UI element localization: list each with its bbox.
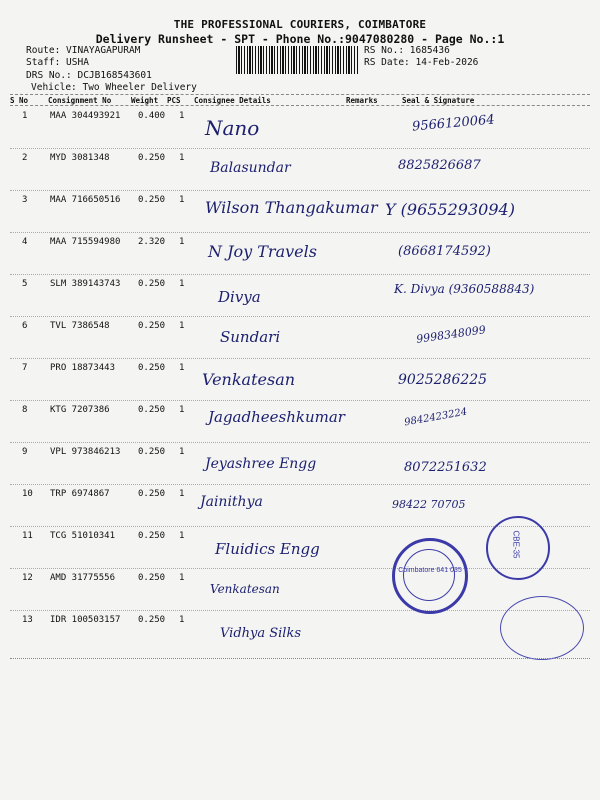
row-divider: [10, 484, 590, 485]
row-weight: 0.250: [138, 153, 166, 163]
row-consignment-no: MYD 3081348: [50, 153, 110, 163]
row-divider: [10, 316, 590, 317]
col-consignee: Consignee Details: [194, 96, 271, 105]
row-consignee-signature: Venkatesan: [210, 582, 280, 596]
row-seal-signature: Y (9655293094): [385, 200, 515, 219]
runsheet-subtitle: Delivery Runsheet - SPT - Phone No.:9047080280 - Page No.:1: [95, 32, 505, 46]
rs-number: RS No.: 1685436: [364, 45, 450, 56]
row-consignment-no: TCG 51010341: [50, 531, 116, 541]
stamp-city-text: Coimbatore 641 035: [398, 567, 462, 574]
row-seal-signature: 8825826687: [398, 158, 481, 173]
row-consignment-no: MAA 304493921: [50, 111, 121, 121]
row-consignee-signature: Wilson Thangakumar: [205, 198, 378, 217]
row-pcs: 1: [179, 531, 185, 541]
row-sno: 1: [22, 111, 28, 121]
row-divider: [10, 400, 590, 401]
row-seal-signature: (8668174592): [398, 244, 491, 259]
row-sno: 10: [22, 489, 33, 499]
row-seal-signature: 98422 70705: [392, 498, 466, 511]
col-weight: Weight: [131, 96, 159, 105]
company-seal-stamp: [392, 538, 468, 614]
row-pcs: 1: [179, 237, 185, 247]
col-remarks: Remarks: [346, 96, 378, 105]
row-consignee-signature: Balasundar: [210, 160, 291, 176]
col-sno: S No: [10, 96, 29, 105]
row-consignment-no: VPL 973846213: [50, 447, 121, 457]
row-weight: 0.250: [138, 447, 166, 457]
row-consignee-signature: N Joy Travels: [208, 242, 317, 261]
row-divider: [10, 274, 590, 275]
row-weight: 0.250: [138, 195, 166, 205]
row-consignee-signature: Jainithya: [200, 494, 263, 510]
row-weight: 0.250: [138, 615, 166, 625]
row-sno: 11: [22, 531, 33, 541]
row-consignee-signature: Divya: [218, 288, 261, 306]
row-divider: [10, 148, 590, 149]
row-consignee-signature: Vidhya Silks: [220, 626, 302, 641]
stamp-cbe-text: CBE-35: [511, 530, 521, 559]
row-sno: 3: [22, 195, 28, 205]
row-weight: 0.250: [138, 321, 166, 331]
row-consignment-no: MAA 715594980: [50, 237, 121, 247]
row-pcs: 1: [179, 447, 185, 457]
row-consignee-signature: Fluidics Engg: [215, 540, 320, 558]
small-seal-stamp: [486, 516, 550, 580]
row-consignee-signature: Sundari: [220, 328, 281, 346]
row-pcs: 1: [179, 195, 185, 205]
row-weight: 0.250: [138, 489, 166, 499]
row-consignment-no: PRO 18873443: [50, 363, 116, 373]
row-pcs: 1: [179, 573, 185, 583]
row-consignee-signature: Nano: [205, 116, 260, 140]
header-rule-top: [10, 94, 590, 95]
row-consignment-no: TVL 7386548: [50, 321, 110, 331]
row-sno: 13: [22, 615, 33, 625]
row-sno: 7: [22, 363, 28, 373]
row-pcs: 1: [179, 489, 185, 499]
row-seal-signature: 9566120064: [411, 112, 496, 135]
row-seal-signature: K. Divya (9360588843): [394, 282, 535, 296]
row-consignee-signature: Jagadheeshkumar: [208, 408, 345, 426]
row-weight: 0.250: [138, 405, 166, 415]
row-divider: [10, 358, 590, 359]
row-weight: 0.400: [138, 111, 166, 121]
row-weight: 2.320: [138, 237, 166, 247]
row-consignment-no: KTG 7207386: [50, 405, 110, 415]
row-seal-signature: 9842423224: [403, 406, 469, 429]
row-sno: 12: [22, 573, 33, 583]
row-divider: [10, 190, 590, 191]
row-weight: 0.250: [138, 573, 166, 583]
row-consignment-no: IDR 100503157: [50, 615, 121, 625]
barcode-icon: [236, 46, 358, 74]
row-pcs: 1: [179, 153, 185, 163]
col-seal: Seal & Signature: [402, 96, 475, 105]
row-consignment-no: MAA 716650516: [50, 195, 121, 205]
row-seal-signature: 9025286225: [398, 372, 488, 388]
faint-seal-stamp: [500, 596, 584, 660]
row-sno: 4: [22, 237, 28, 247]
row-pcs: 1: [179, 111, 185, 121]
drs-number: DRS No.: DCJB168543601: [26, 70, 152, 81]
row-consignment-no: AMD 31775556: [50, 573, 116, 583]
row-weight: 0.250: [138, 363, 166, 373]
rs-date: RS Date: 14-Feb-2026: [364, 57, 479, 68]
header-rule-bottom: [10, 105, 590, 106]
row-sno: 9: [22, 447, 28, 457]
table-end-rule: [10, 658, 590, 659]
row-consignee-signature: Venkatesan: [202, 370, 296, 389]
row-sno: 6: [22, 321, 28, 331]
row-sno: 8: [22, 405, 28, 415]
row-consignment-no: SLM 389143743: [50, 279, 121, 289]
row-pcs: 1: [179, 363, 185, 373]
col-pcs: PCS: [167, 96, 181, 105]
staff-label: Staff: USHA: [26, 57, 89, 68]
row-consignee-signature: Jeyashree Engg: [205, 456, 317, 472]
row-weight: 0.250: [138, 279, 166, 289]
row-divider: [10, 610, 590, 611]
row-weight: 0.250: [138, 531, 166, 541]
row-pcs: 1: [179, 321, 185, 331]
row-pcs: 1: [179, 405, 185, 415]
col-consignment: Consignment No: [48, 96, 112, 105]
row-pcs: 1: [179, 279, 185, 289]
route-label: Route: VINAYAGAPURAM: [26, 45, 141, 56]
row-seal-signature: 8072251632: [404, 460, 487, 475]
row-sno: 2: [22, 153, 28, 163]
row-divider: [10, 442, 590, 443]
row-seal-signature: 9998348099: [415, 323, 487, 346]
company-title: THE PROFESSIONAL COURIERS, COIMBATORE: [173, 18, 427, 31]
row-pcs: 1: [179, 615, 185, 625]
row-consignment-no: TRP 6974867: [50, 489, 110, 499]
row-sno: 5: [22, 279, 28, 289]
row-divider: [10, 232, 590, 233]
vehicle-label: Vehicle: Two Wheeler Delivery: [31, 82, 197, 93]
